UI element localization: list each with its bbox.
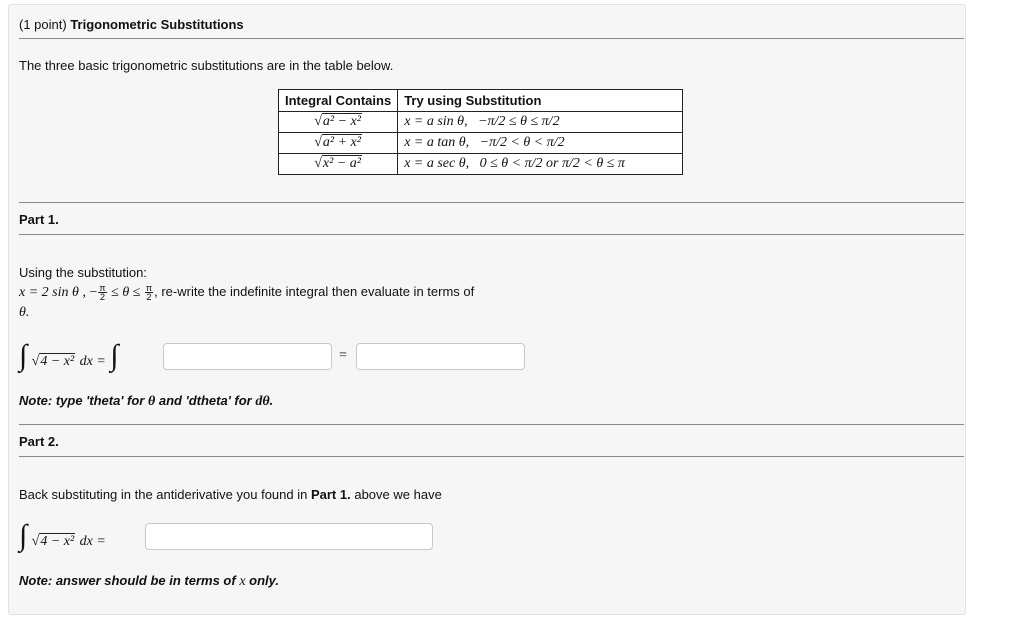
- dx-equals: dx =: [79, 354, 106, 369]
- part2-answer-input[interactable]: [145, 523, 433, 550]
- integral-sign: ∫: [19, 519, 28, 552]
- substitution-cell: [398, 154, 683, 175]
- fraction: $\frac{\pi}{2}$: [99, 283, 106, 303]
- integral-cell: [279, 154, 398, 175]
- sqrt-expression: √x² − a²: [314, 156, 361, 171]
- part2-note: Note: answer should be in terms of x only.: [19, 573, 280, 589]
- table-header-row: [279, 90, 683, 112]
- substitution-cell: [398, 133, 683, 154]
- substitution-formula: x = a sec θ,: [404, 156, 470, 171]
- table-row: [279, 133, 683, 154]
- sqrt-expression: √4 − x²: [31, 534, 75, 549]
- part2-text: Back substituting in the antiderivative you found in Part 1. above we have: [19, 487, 442, 502]
- sqrt-expression: √4 − x²: [31, 354, 75, 369]
- sqrt-expression: √a² + x²: [314, 135, 361, 150]
- theta-range: −π/2 ≤ θ ≤ π/2: [478, 114, 560, 129]
- part1-label: Part 1.: [19, 212, 59, 227]
- part1-top-divider: [19, 202, 964, 203]
- substitution-table: [278, 89, 683, 175]
- substitution-cell: [398, 112, 683, 133]
- part1-result-input[interactable]: [356, 343, 525, 370]
- theta-range: −π/2 < θ < π/2: [479, 135, 565, 150]
- part2-integral: [19, 521, 106, 551]
- integral-cell: [279, 112, 398, 133]
- problem-header: [19, 17, 244, 32]
- substitution-expression: x = 2 sin θ: [19, 285, 79, 300]
- header-divider: [19, 38, 964, 39]
- intro-text: The three basic trigonometric substitutions are in the table below.: [19, 58, 394, 73]
- integral-sign: ∫: [110, 339, 119, 372]
- part1-integrand-input[interactable]: [163, 343, 332, 370]
- col-header-substitution: Try using Substitution: [398, 90, 683, 112]
- fraction: $\frac{\pi}{2}$: [145, 283, 153, 303]
- substitution-formula: x = a sin θ,: [404, 114, 468, 129]
- problem-title: Trigonometric Substitutions: [70, 17, 244, 32]
- part1-integral: [19, 341, 119, 371]
- theta-range: 0 ≤ θ < π/2 or π/2 < θ ≤ π: [479, 156, 625, 171]
- integral-sign: ∫: [19, 339, 28, 372]
- part2-bottom-divider: [19, 456, 964, 457]
- integral-cell: [279, 133, 398, 154]
- substitution-formula: x = a tan θ,: [404, 135, 470, 150]
- part2-label: Part 2.: [19, 434, 59, 449]
- table-row: [279, 154, 683, 175]
- theta-symbol: θ.: [19, 305, 30, 320]
- part2-top-divider: [19, 424, 964, 425]
- sqrt-expression: √a² − x²: [314, 114, 361, 129]
- part1-instruction: x = 2 sin θ , − $\frac{\pi}{2}$ ≤ θ ≤ $\frac{\pi}{2}$ , re-write the indefinite integral then evaluate in terms of: [19, 283, 475, 303]
- points-label: (1 point): [19, 17, 67, 32]
- equals-sign: =: [339, 348, 347, 363]
- rewrite-text: , re-write the indefinite integral then evaluate in terms of: [154, 284, 475, 299]
- part1-using-text: Using the substitution:: [19, 265, 147, 280]
- problem-card: [8, 4, 966, 615]
- part1-bottom-divider: [19, 234, 964, 235]
- table-row: [279, 112, 683, 133]
- dx-equals: dx =: [79, 534, 106, 549]
- col-header-integral: Integral Contains: [279, 90, 398, 112]
- part1-note: Note: type 'theta' for θ and 'dtheta' for dθ.: [19, 393, 274, 409]
